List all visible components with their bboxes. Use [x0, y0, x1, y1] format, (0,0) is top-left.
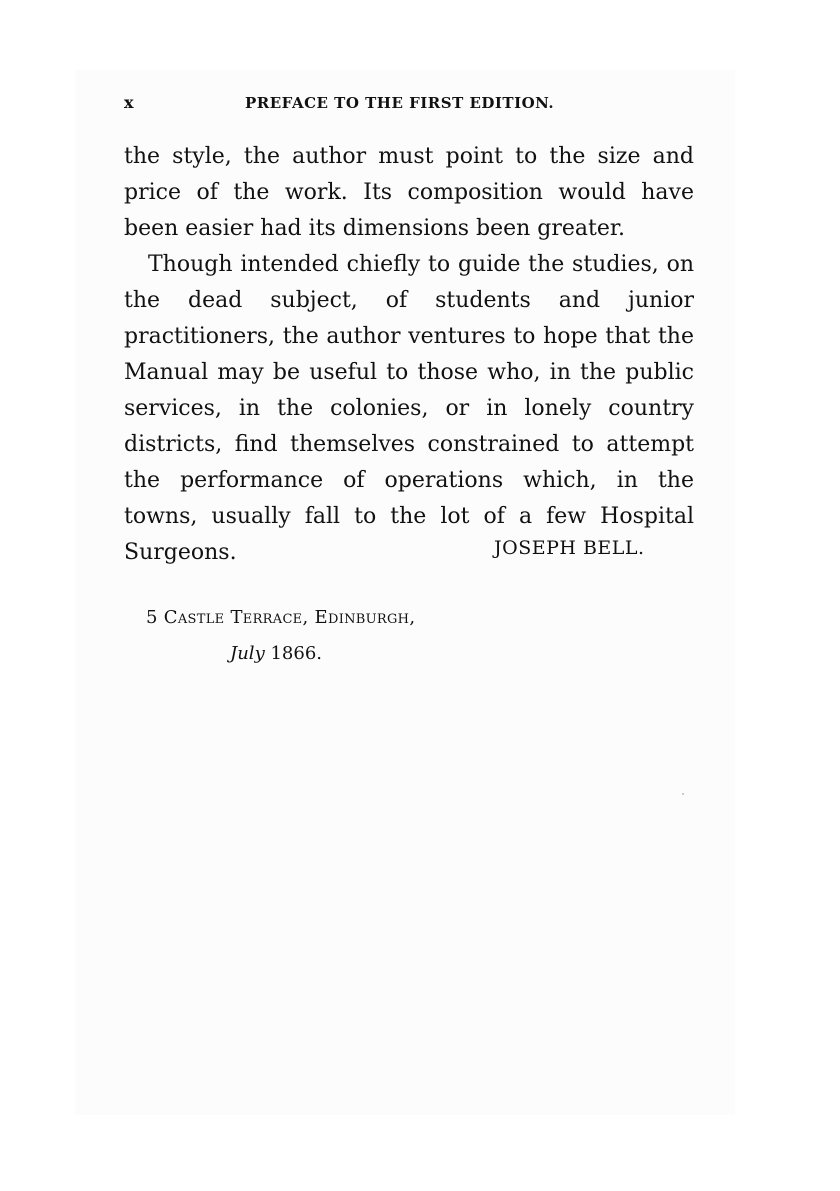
running-head-title: PREFACE TO THE FIRST EDITION. [245, 94, 555, 112]
running-head [124, 93, 694, 117]
paragraph-purpose: Though intended chiefly to guide the studies, on the dead subject, of students and junior practitioners, the author ventures to hope that the Manual may be useful to those who, in the public services, in the colonies, or in lonely country districts, find themselves constrained to attempt the performance of operations which, in the towns, usually fall to the lot of a few Hospital Surgeons. [124, 252, 694, 565]
scan-speck [682, 793, 684, 795]
page-number: x [124, 93, 135, 112]
address-number: 5 [146, 607, 158, 628]
date-year: 1866. [270, 643, 322, 664]
author-signature: JOSEPH BELL. [494, 537, 645, 559]
address-city: Edinburgh, [314, 607, 416, 628]
author-address [146, 607, 415, 628]
date-month: July [230, 643, 265, 664]
preface-date [230, 643, 322, 664]
paragraph-continuation: the style, the author must point to the size and price of the work. Its composition would have been easier had its dimensions been greater. [124, 144, 694, 241]
address-street: Castle Terrace, [163, 607, 309, 628]
preface-body [124, 139, 694, 571]
